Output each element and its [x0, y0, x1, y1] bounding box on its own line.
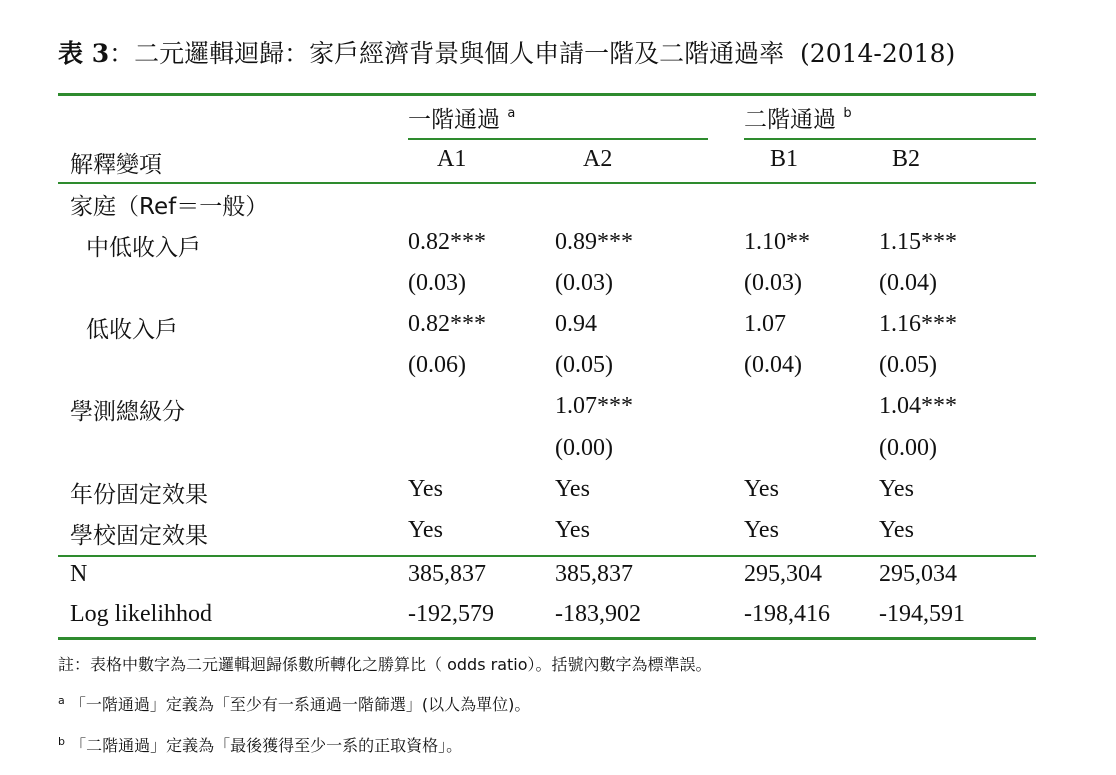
stat-label: N [70, 561, 88, 587]
footnote-a: $^a$ 「一階通過」定義為「至少有一系通過一階篩選」(以人為單位)。 [58, 694, 531, 714]
table-cell: Yes [408, 517, 443, 543]
stat-cell: 295,034 [879, 561, 957, 587]
table-cell: 1.15*** [879, 229, 957, 255]
table-cell: 1.04*** [879, 393, 957, 419]
table-number: 表 3 [58, 39, 110, 68]
table-cell: 0.82*** [408, 229, 486, 255]
table-cell: 0.82*** [408, 311, 486, 337]
group-rule-stage1 [408, 138, 708, 140]
table-cell: (0.05) [879, 352, 937, 378]
column-header-b1: B1 [770, 146, 799, 172]
table-cell: (0.03) [408, 270, 466, 296]
title-colon: ： [109, 39, 135, 68]
table-cell: 1.07 [744, 311, 786, 337]
column-header-a1: A1 [437, 146, 467, 172]
table-cell: (0.05) [555, 352, 613, 378]
stat-cell: -183,902 [555, 601, 641, 627]
row-label: 低收入戶 [86, 317, 178, 343]
row-label: 學校固定效果 [70, 523, 208, 549]
group-header-stage1: 一階通過 $^a$ [408, 106, 516, 133]
stat-cell: -192,579 [408, 601, 494, 627]
table-cell: (0.04) [879, 270, 937, 296]
stat-cell: 385,837 [555, 561, 633, 587]
row-label: 中低收入戶 [86, 235, 201, 261]
stat-cell: -198,416 [744, 601, 830, 627]
table-cell: 0.89*** [555, 229, 633, 255]
table-cell: (0.04) [744, 352, 802, 378]
table-cell: Yes [744, 476, 779, 502]
bottom-rule [58, 637, 1036, 640]
stat-label: Log likelihhod [70, 601, 212, 627]
section-label: 家庭（Ref＝一般） [70, 194, 269, 220]
table-cell: Yes [879, 517, 914, 543]
table-cell: 1.16*** [879, 311, 957, 337]
table-cell: (0.06) [408, 352, 466, 378]
row-label: 學測總級分 [70, 399, 185, 425]
title-text: 二元邏輯迴歸：家戶經濟背景與個人申請一階及二階通過率 [134, 39, 785, 68]
stat-cell: 385,837 [408, 561, 486, 587]
table-cell: (0.03) [744, 270, 802, 296]
stat-cell: -194,591 [879, 601, 965, 627]
column-header-b2: B2 [892, 146, 921, 172]
table-cell: (0.03) [555, 270, 613, 296]
footnote-b: $^b$ 「二階通過」定義為「最後獲得至少一系的正取資格」。 [58, 735, 463, 755]
table-note: 註：表格中數字為二元邏輯迴歸係數所轉化之勝算比（ odds ratio）。括號內數字為標準誤。 [58, 655, 712, 674]
group-header-stage2: 二階通過 $^b$ [744, 106, 852, 133]
table-cell: Yes [555, 517, 590, 543]
table-cell: Yes [744, 517, 779, 543]
column-header-a2: A2 [583, 146, 613, 172]
table-cell: 0.94 [555, 311, 597, 337]
header-rule [58, 182, 1036, 184]
table-title [58, 34, 955, 70]
table-cell: Yes [555, 476, 590, 502]
stat-cell: 295,304 [744, 561, 822, 587]
table-cell: 1.10** [744, 229, 810, 255]
table-cell: (0.00) [555, 435, 613, 461]
variable-header: 解釋變項 [70, 152, 162, 178]
title-years: (2014-2018) [800, 39, 956, 68]
row-label: 年份固定效果 [70, 482, 208, 508]
stats-rule [58, 555, 1036, 557]
table-cell: 1.07*** [555, 393, 633, 419]
table-cell: Yes [879, 476, 914, 502]
table-cell: Yes [408, 476, 443, 502]
group-rule-stage2 [744, 138, 1036, 140]
top-rule [58, 93, 1036, 96]
table-cell: (0.00) [879, 435, 937, 461]
